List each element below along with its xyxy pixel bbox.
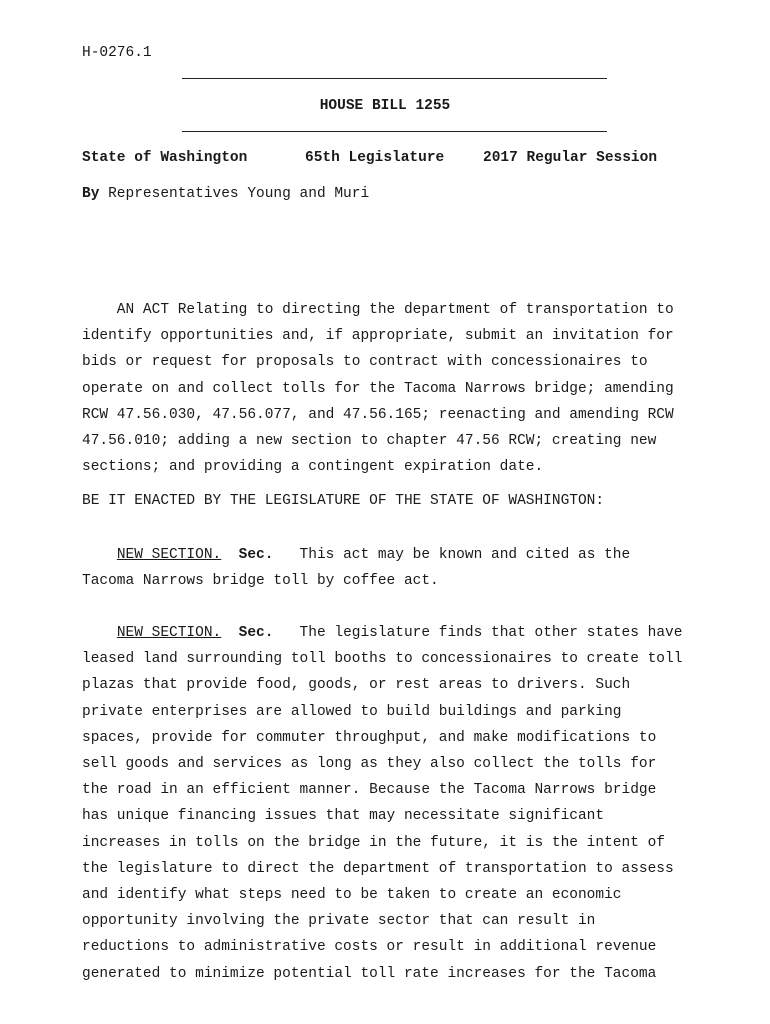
section-first-line [82,542,722,568]
section-line: plazas that provide food, goods, or rest areas to drivers. Such [82,677,631,694]
new-section-label: NEW SECTION. [116,547,222,563]
section-text: The legislature finds that other states have [273,625,683,641]
act-line: sections; and providing a contingent expiration date. [82,459,544,476]
legislature-number: 65th Legislature [305,150,445,166]
act-line: 47.56.010; adding a new section to chapter 47.56 RCW; creating new [82,433,657,450]
enacting-clause: BE IT ENACTED BY THE LEGISLATURE OF THE STATE OF WASHINGTON: [82,493,605,509]
act-line: identify opportunities and, if appropriate, submit an invitation for [82,328,674,345]
state-name: State of Washington [82,150,248,166]
act-line: AN ACT Relating to directing the department of transportation to [82,302,674,318]
new-section-label: NEW SECTION. [116,625,222,641]
section-line: has unique financing issues that may necessitate significant [82,808,605,825]
section-line: increases in tolls on the bridge in the future, it is the intent of [82,834,665,851]
act-line: bids or request for proposals to contract with concessionaires to [82,354,648,371]
sponsor-names: Representatives Young and Muri [108,186,370,202]
section-text: This act may be known and cited as the [273,547,631,563]
section-line: the legislature to direct the department of transportation to assess [82,860,674,877]
section-line: opportunity involving the private sector that can result in [82,913,596,930]
act-line: operate on and collect tolls for the Tacoma Narrows bridge; amending [82,380,674,397]
section-line: generated to minimize potential toll rate increases for the Tacoma [82,965,657,982]
section-line: and identify what steps need to be taken to create an economic [82,887,622,904]
document-id: H-0276.1 [82,45,152,61]
session-name: 2017 Regular Session [483,150,658,166]
section-line: private enterprises are allowed to build buildings and parking [82,703,622,720]
act-title-paragraph [82,297,722,480]
section-line: Tacoma Narrows bridge toll by coffee act. [82,573,439,590]
section-line: reductions to administrative costs or result in additional revenue [82,939,657,956]
section-2 [82,620,722,987]
section-1 [82,542,722,594]
section-line: sell goods and services as long as they also collect the tolls for [82,756,657,773]
title-rule-top [182,78,607,79]
title-rule-bottom [182,131,607,132]
bill-title: HOUSE BILL 1255 [319,98,451,114]
section-first-line [82,620,722,646]
act-line: RCW 47.56.030, 47.56.077, and 47.56.165; reenacting and amending RCW [82,406,674,423]
section-line: leased land surrounding toll booths to concessionaires to create toll [82,651,683,668]
sponsors-line [82,186,369,202]
sec-label: Sec. [238,625,274,641]
section-line: spaces, provide for commuter throughput, and make modifications to [82,729,657,746]
sec-label: Sec. [238,547,274,563]
section-line: the road in an efficient manner. Because the Tacoma Narrows bridge [82,782,657,799]
by-label: By [82,186,100,202]
